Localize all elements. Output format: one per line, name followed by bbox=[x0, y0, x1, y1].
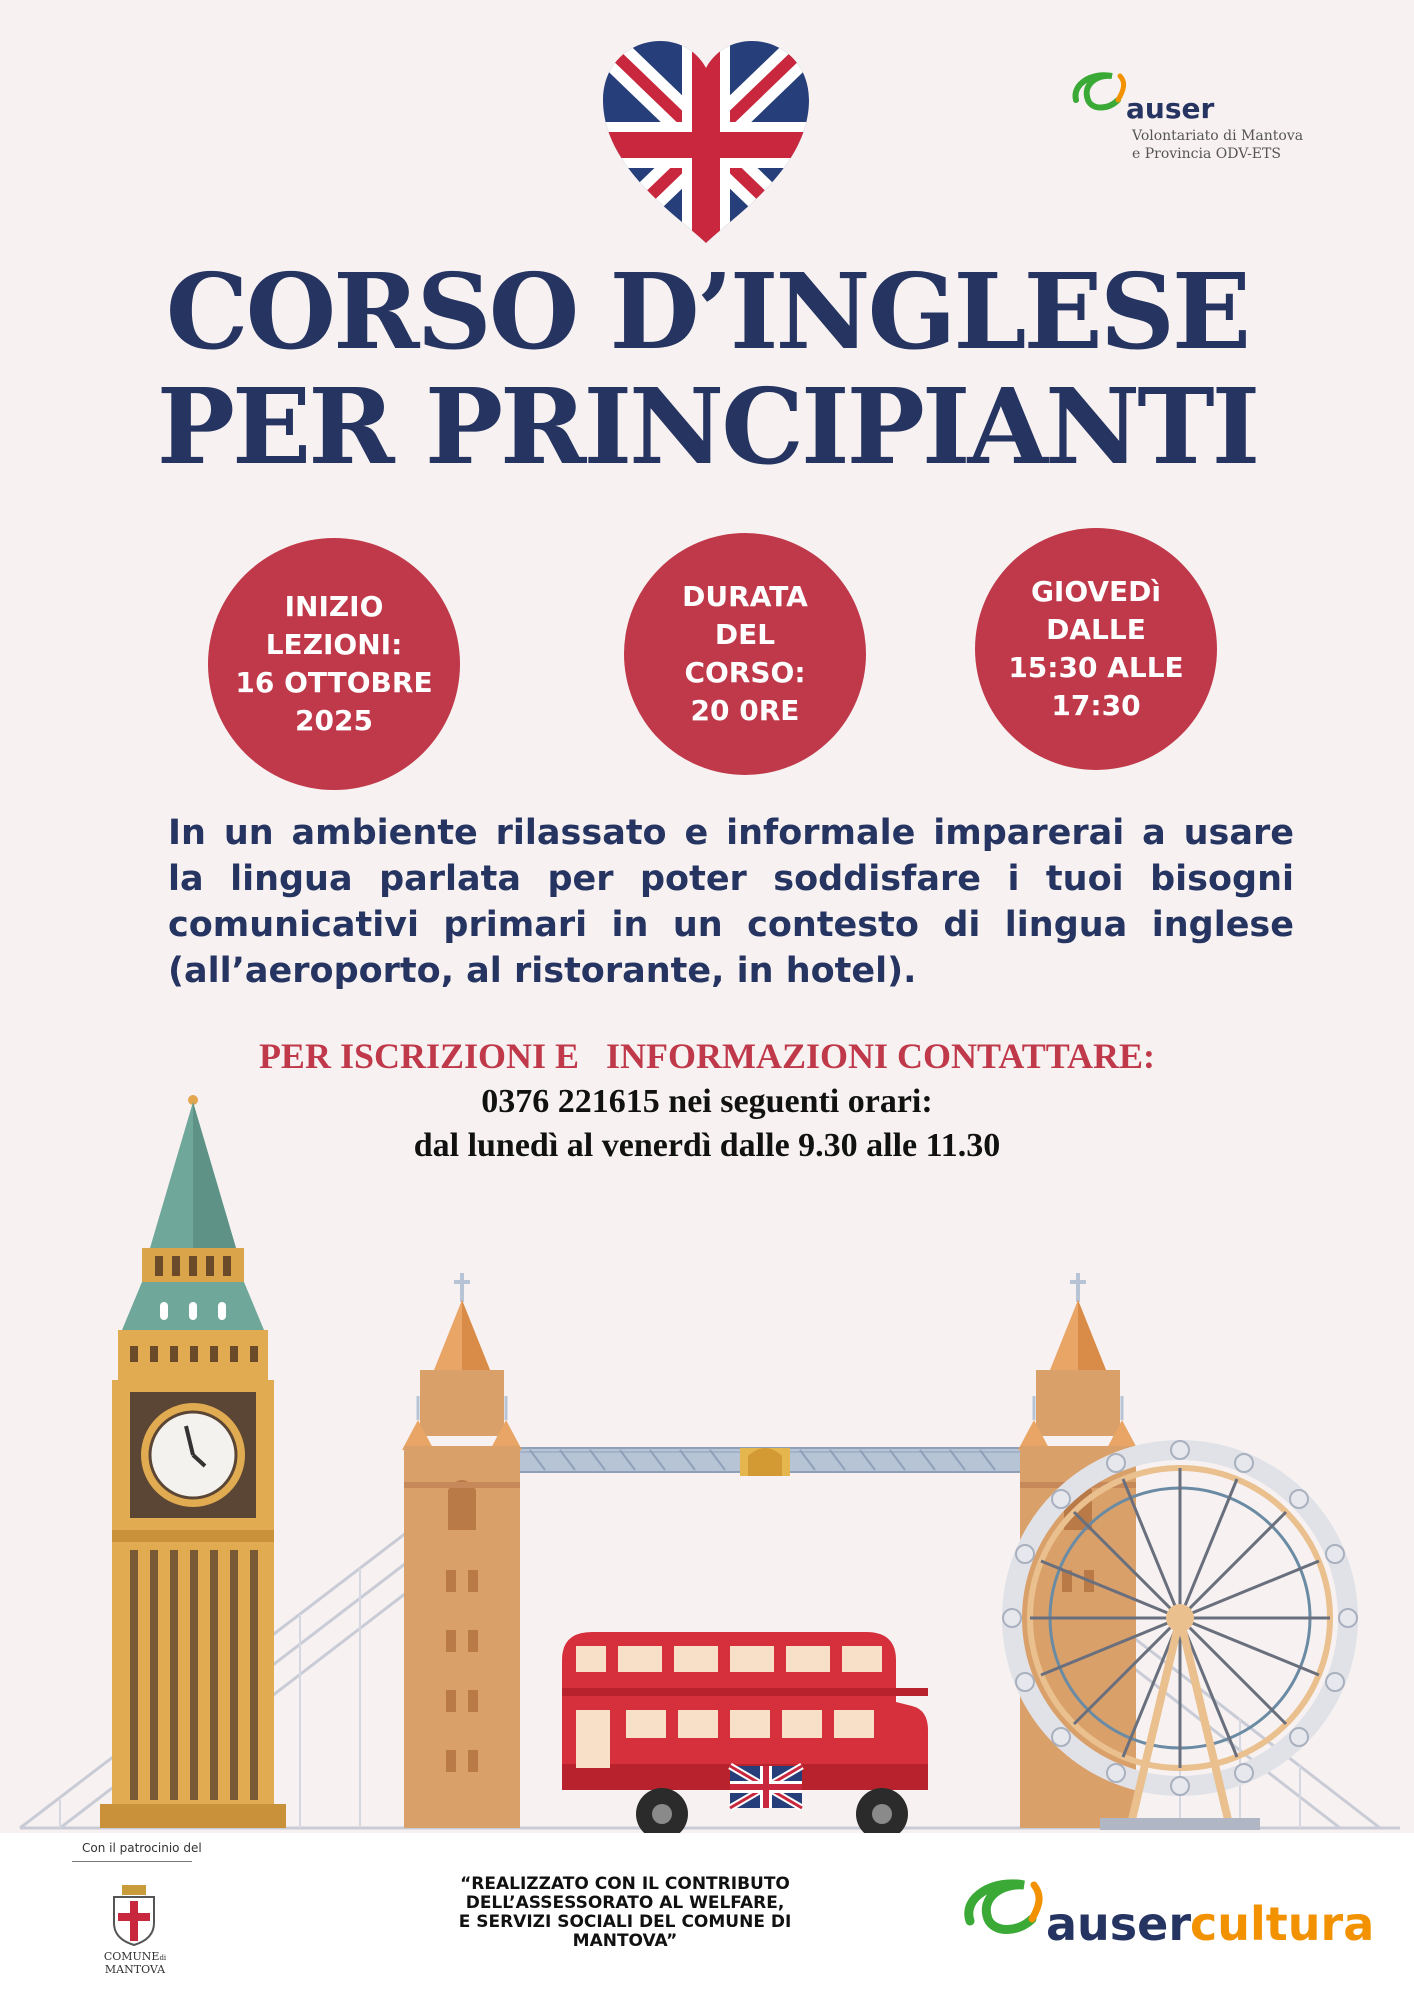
patronage-divider bbox=[72, 1861, 192, 1862]
red-double-decker-bus bbox=[562, 1632, 928, 1835]
union-jack-heart-icon bbox=[598, 38, 814, 246]
course-description: In un ambiente rilassato e informale imparerai a usare la lingua parlata per poter soddisfare i tuoi bisogni comunicativi primari in un contesto di lingua inglese (all’aeroporto, al ristorante, in hotel). bbox=[168, 813, 1294, 991]
auser-logo-brand: auser bbox=[1126, 92, 1215, 125]
info-circle-duration: DURATA DEL CORSO: 20 0RE bbox=[624, 533, 866, 775]
auser-cultura-logo bbox=[958, 1873, 1378, 1963]
auser-cultura-swoosh-icon bbox=[958, 1877, 1048, 1947]
page-title-line-1: CORSO D’INGLESE bbox=[165, 250, 1249, 373]
bus-union-jack-icon bbox=[730, 1766, 802, 1808]
comune-city: MANTOVA bbox=[104, 1963, 166, 1976]
contact-heading: PER ISCRIZIONI E INFORMAZIONI CONTATTARE: bbox=[258, 1036, 1156, 1076]
auser-cultura-brand-cultura: cultura bbox=[1190, 1897, 1375, 1951]
footer-quote: “REALIZZATO CON IL CONTRIBUTO DELL’ASSESSORATO AL WELFARE, E SERVIZI SOCIALI DEL COMUNE DI MANTOVA” bbox=[458, 1874, 792, 1951]
auser-cultura-brand-auser: auser bbox=[1046, 1897, 1192, 1951]
auser-logo-subtitle-2: e Provincia ODV-ETS bbox=[1132, 146, 1281, 162]
big-ben-tower bbox=[100, 1095, 286, 1828]
tower-bridge-left-tower bbox=[402, 1273, 522, 1828]
page-title-line-2: PER PRINCIPIANTI bbox=[156, 365, 1258, 488]
tower-bridge-walkway bbox=[518, 1448, 1028, 1476]
contact-phone-line: 0376 221615 nei seguenti orari: bbox=[481, 1083, 933, 1120]
comune-name: COMUNE bbox=[103, 1950, 160, 1963]
london-skyline-illustration bbox=[0, 1090, 1414, 1835]
footer bbox=[0, 1833, 1414, 2000]
info-circle-schedule: GIOVEDì DALLE 15:30 ALLE 17:30 bbox=[975, 528, 1217, 770]
auser-swoosh-icon bbox=[1068, 70, 1130, 122]
info-circle-start-date: INIZIO LEZIONI: 16 OTTOBRE 2025 bbox=[208, 538, 460, 790]
auser-logo-subtitle-1: Volontariato di Mantova bbox=[1132, 128, 1304, 144]
contact-hours-line: dal lunedì al venerdì dalle 9.30 alle 11.30 bbox=[413, 1127, 1001, 1164]
comune-label bbox=[100, 1951, 170, 1976]
auser-logo bbox=[1068, 70, 1328, 170]
comune-mantova-crest-icon bbox=[108, 1883, 160, 1947]
comune-di: di bbox=[159, 1954, 167, 1962]
patronage-label: Con il patrocinio del bbox=[82, 1841, 202, 1855]
